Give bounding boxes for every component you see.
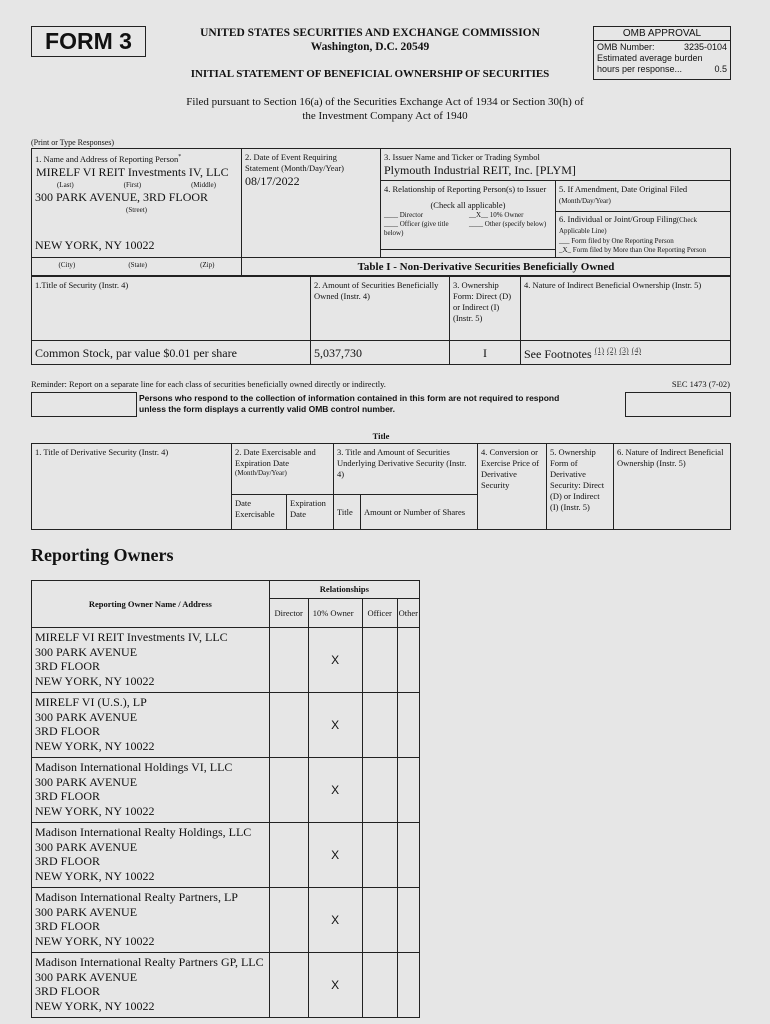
omb-title: OMB APPROVAL <box>594 27 730 41</box>
table1-col3-header: 3. Ownership Form: Direct (D) or Indirect (I) (Instr. 5) <box>450 277 521 341</box>
officer-cell <box>362 693 397 758</box>
omb-burden-label: Estimated average burden <box>597 53 703 63</box>
table1-title: Table I - Non-Derivative Securities Beneficially Owned <box>241 257 731 276</box>
reporting-person-street: 300 PARK AVENUE, 3RD FLOOR <box>35 189 209 204</box>
print-type-note: (Print or Type Responses) <box>31 138 115 147</box>
reporting-person-city: NEW YORK, NY 10022 <box>35 238 155 252</box>
ten-pct-owner-checkbox: __X__ 10% Owner <box>469 211 524 219</box>
table1-nature: See Footnotes $^{(1)}$ $^{(2)}$ $^{(3)}$ $^{(4)}$ <box>521 341 731 365</box>
filing-one-person: ___ Form filed by One Reporting Person <box>559 237 674 245</box>
other-cell <box>397 628 419 693</box>
owner-row <box>32 888 420 953</box>
issuer-name: Plymouth Industrial REIT, Inc. [PLYM] <box>384 163 576 177</box>
other-cell <box>397 758 419 823</box>
reporting-person-name: MIRELF VI REIT Investments IV, LLC <box>36 164 229 179</box>
director-cell <box>269 758 308 823</box>
form-title: FORM 3 <box>45 28 132 54</box>
director-cell <box>269 693 308 758</box>
officer-cell <box>362 888 397 953</box>
filed-pursuant: Filed pursuant to Section 16(a) of the Securities Exchange Act of 1934 or Section 30(h) of the Investment Company Act of 1940 <box>186 96 584 122</box>
table1-form: I <box>450 341 521 365</box>
footnote-4-link[interactable]: (4) <box>631 346 641 355</box>
owner-row <box>32 628 420 693</box>
officer-cell <box>362 823 397 888</box>
table2-col6-header: 6. Nature of Indirect Beneficial Ownership (Instr. 5) <box>614 444 731 530</box>
officer-header: Officer <box>362 599 397 628</box>
omb-hours-label: hours per response... <box>597 64 683 74</box>
table2-title-col: Title <box>334 495 361 530</box>
footnote-1-link[interactable]: (1) <box>594 346 604 355</box>
table2-col2-header: 2. Date Exercisable and Expiration Date (Month/Day/Year) <box>232 444 334 495</box>
box-5-amendment: 5. If Amendment, Date Original Filed (Month/Day/Year) <box>555 180 731 212</box>
other-cell <box>397 888 419 953</box>
other-header: Other <box>397 599 419 628</box>
sec-code: SEC 1473 (7-02) <box>671 379 730 389</box>
table2 <box>31 443 731 530</box>
table1 <box>31 276 731 365</box>
owner-row <box>32 823 420 888</box>
other-cell <box>397 823 419 888</box>
officer-cell <box>362 628 397 693</box>
table2-col4-header: 4. Conversion or Exercise Price of Derivative Security <box>478 444 547 530</box>
table2-expiration-date: Expiration Date <box>287 495 334 530</box>
omb-number: 3235-0104 <box>683 42 727 52</box>
omb-hours: 0.5 <box>714 64 727 74</box>
city-state-zip-row: (City) (State) (Zip) <box>31 257 242 276</box>
box-3-issuer: 3. Issuer Name and Ticker or Trading Symbol Plymouth Industrial REIT, Inc. [PLYM] <box>380 148 731 181</box>
table2-date-exercisable: Date Exercisable <box>232 495 287 530</box>
owner-row <box>32 758 420 823</box>
table2-col3-header: 3. Title and Amount of Securities Underlying Derivative Security (Instr. 4) <box>334 444 478 495</box>
owner-cell: Madison International Holdings VI, LLC 300 PARK AVENUE 3RD FLOOR NEW YORK, NY 10022 <box>32 758 270 823</box>
table1-col4-header: 4. Nature of Indirect Beneficial Ownership (Instr. 5) <box>521 277 731 341</box>
officer-checkbox: ____ Officer (give title below) <box>384 220 449 237</box>
director-cell <box>269 888 308 953</box>
box-1-reporting-person: 1. Name and Address of Reporting Person* MIRELF VI REIT Investments IV, LLC (Last) (First) (Middle) 300 PARK AVENUE, 3RD FLOOR (Street) NEW YORK, NY 10022 <box>31 148 242 258</box>
owner-row <box>32 693 420 758</box>
director-header: Director <box>269 599 308 628</box>
omb-number-label: OMB Number: <box>597 42 655 52</box>
ten-pct-owner-header: 10% Owner <box>308 599 362 628</box>
table1-amount: 5,037,730 <box>311 341 450 365</box>
ten-pct-owner-mark: X <box>308 823 362 888</box>
ten-pct-owner-mark: X <box>308 953 362 1018</box>
box1-label: 1. Name and Address of Reporting Person <box>35 153 179 164</box>
form-title-box <box>31 26 146 57</box>
owner-cell: MIRELF VI REIT Investments IV, LLC 300 PARK AVENUE 3RD FLOOR NEW YORK, NY 10022 <box>32 628 270 693</box>
ten-pct-owner-mark: X <box>308 758 362 823</box>
owner-row <box>32 953 420 1018</box>
owner-cell: MIRELF VI (U.S.), LP 300 PARK AVENUE 3RD FLOOR NEW YORK, NY 10022 <box>32 693 270 758</box>
notice-left-box <box>31 392 137 417</box>
ten-pct-owner-mark: X <box>308 693 362 758</box>
other-cell <box>397 953 419 1018</box>
box-2-event-date: 2. Date of Event Requiring Statement (Month/Day/Year) 08/17/2022 <box>241 148 381 258</box>
director-cell <box>269 823 308 888</box>
reporting-owners-heading: Reporting Owners <box>31 545 174 565</box>
footnote-2-link[interactable]: (2) <box>607 346 617 355</box>
owner-cell: Madison International Realty Partners GP, LLC 300 PARK AVENUE 3RD FLOOR NEW YORK, NY 10022 <box>32 953 270 1018</box>
reporting-owners-table <box>31 580 420 1018</box>
filing-multiple-persons: _X_ Form filed by More than One Reporting Person <box>559 246 706 254</box>
table2-amount-shares: Amount or Number of Shares <box>361 495 478 530</box>
director-cell <box>269 628 308 693</box>
owner-cell: Madison International Realty Partners, LP 300 PARK AVENUE 3RD FLOOR NEW YORK, NY 10022 <box>32 888 270 953</box>
omb-approval-box <box>593 26 731 80</box>
table1-col1-header: 1.Title of Security (Instr. 4) <box>32 277 311 341</box>
box-4-relationship: 4. Relationship of Reporting Person(s) to Issuer (Check all applicable) ____ Director __X__ 10% Owner ____ Officer (give title below) ____ Other (specify below) <box>380 180 556 250</box>
owner-cell: Madison International Realty Holdings, LLC 300 PARK AVENUE 3RD FLOOR NEW YORK, NY 10022 <box>32 823 270 888</box>
ten-pct-owner-mark: X <box>308 888 362 953</box>
notice-right-box <box>625 392 731 417</box>
officer-cell <box>362 953 397 1018</box>
event-date: 08/17/2022 <box>245 174 300 188</box>
director-cell <box>269 953 308 1018</box>
ten-pct-owner-mark: X <box>308 628 362 693</box>
table2-col5-header: 5. Ownership Form of Derivative Security: Direct (D) or Indirect (I) (Instr. 5) <box>547 444 614 530</box>
table2-col1-header: 1. Title of Derivative Security (Instr. 4) <box>32 444 232 530</box>
agency-name: UNITED STATES SECURITIES AND EXCHANGE COMMISSION Washington, D.C. 20549 <box>200 27 540 53</box>
other-cell <box>397 693 419 758</box>
relationships-header: Relationships <box>269 581 419 599</box>
table1-col2-header: 2. Amount of Securities Beneficially Owned (Instr. 4) <box>311 277 450 341</box>
table2-title: Title <box>372 431 390 441</box>
persons-notice: Persons who respond to the collection of information contained in this form are not required to respond unless the form displays a currently valid OMB control number. <box>139 393 560 414</box>
other-checkbox: ____ Other (specify below) <box>469 220 547 228</box>
statement-title: INITIAL STATEMENT OF BENEFICIAL OWNERSHIP OF SECURITIES <box>190 68 550 80</box>
owner-name-header: Reporting Owner Name / Address <box>32 581 270 628</box>
reminder-text: Reminder: Report on a separate line for each class of securities beneficially owned directly or indirectly. <box>31 379 386 389</box>
footnote-3-link[interactable]: (3) <box>619 346 629 355</box>
officer-cell <box>362 758 397 823</box>
box-6-filing: 6. Individual or Joint/Group Filing(Check Applicable Line) ___ Form filed by One Reporting Person _X_ Form filed by More than One Reporting Person <box>555 211 731 258</box>
table1-security: Common Stock, par value $0.01 per share <box>32 341 311 365</box>
director-checkbox: ____ Director <box>384 211 424 219</box>
